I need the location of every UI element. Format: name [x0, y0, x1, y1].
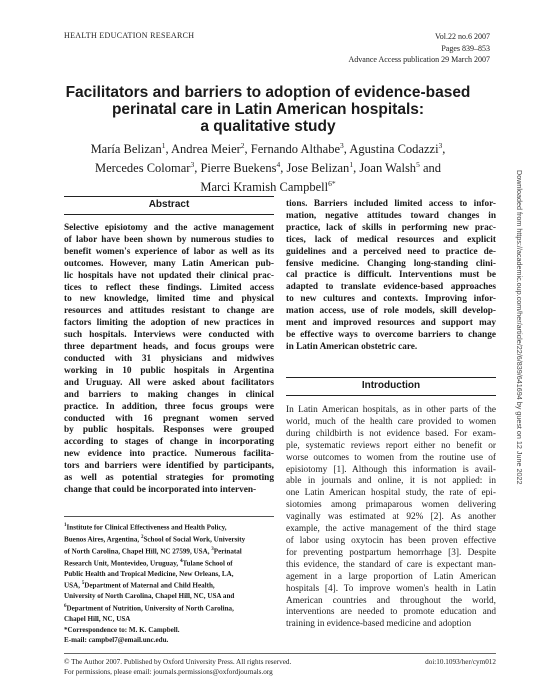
issue-info [348, 31, 490, 66]
author: Agustina Codazzi [349, 142, 439, 157]
text-line: mation, negative attitudes toward changes in [286, 210, 496, 221]
abstract-text-right [286, 199, 496, 354]
text-line: working in 10 public hospitals in Argentina [64, 365, 274, 376]
text-line: and Uruguay. All were asked about facilitators [64, 377, 274, 388]
author: Andrea Meier [171, 142, 241, 157]
text-line: as well as potential strategies for promoting [64, 473, 274, 484]
title-line: Facilitators and barriers to adoption of evidence-based [65, 84, 471, 101]
text-line: change that could be incorporated into interven- [64, 484, 257, 495]
text-line: be effective ways to overcome barriers to change [286, 329, 496, 340]
text-line: ment and improved resources and support may [286, 318, 496, 329]
doi: doi:10.1093/her/cym012 [425, 658, 496, 666]
author-affil: 3 [438, 141, 443, 150]
text-line: tions. Barriers included limited access to infor- [286, 199, 496, 209]
author-affil: 3 [190, 160, 195, 170]
text-line: world, much of the health care provided to women [286, 416, 496, 427]
text-line: adapted to translate evidence-based approaches [286, 282, 496, 293]
text-line: In Latin American hospitals, as in other parts of the [286, 405, 496, 415]
email: E-mail: campbel7@email.unc.edu. [64, 636, 169, 645]
author-affil: 4 [276, 160, 281, 170]
author: Marci Kramish Campbell [200, 180, 329, 195]
intro-top-rule [286, 377, 496, 378]
author-and: and [422, 161, 441, 176]
text-line: vaginally was estimated at 92% [2]. As another [286, 512, 496, 523]
text-line: example, the active management of the third stage [286, 524, 496, 535]
author: Pierre Buekens [200, 161, 277, 176]
volume: Vol.22 no.6 2007 [435, 32, 490, 41]
text-line: training in evidence-based medicine and adoption [286, 619, 472, 630]
footer-left [64, 657, 291, 677]
intro-text [286, 405, 496, 631]
affiliation-rule [64, 516, 274, 517]
text-line: guidelines and a perceived need to practice de- [286, 246, 496, 257]
page-range: Pages 839–853 [441, 43, 490, 53]
author: María Belizan [90, 142, 162, 157]
article-title [40, 84, 496, 135]
text-line: of labor using oxytocin has been proven effective [286, 535, 496, 546]
text-line: benefit women's experience of labor as well as its [64, 246, 274, 257]
journal-name: HEALTH EDUCATION RESEARCH [64, 31, 195, 40]
abstract-heading: Abstract [148, 199, 190, 210]
correspondence: *Correspondence to: M. K. Campbell. [64, 625, 180, 634]
text-line: hospitals [4]. To improve women's health in Latin [286, 583, 496, 594]
text-line: worse outcomes to women from the routine use of [286, 452, 496, 463]
text-line: agement in a large proportion of Latin American [286, 571, 496, 582]
author: Fernando Althabe [250, 142, 341, 157]
text-line: resources and attitudes resistant to change are [64, 306, 274, 317]
author-affil: 1 [349, 160, 354, 170]
text-line: practice. In addition, three focus groups were [64, 401, 274, 412]
intro-heading: Introduction [361, 380, 421, 391]
text-line: conducted with 16 pregnant women served [64, 413, 274, 424]
author: Mercedes Colomar [94, 161, 191, 176]
title-line: a qualitative study [200, 118, 336, 135]
text-line: to new cultures and contexts. Improving infor- [286, 294, 496, 305]
text-line: fensive medicine. Changing long-standing clini- [286, 258, 496, 269]
copyright: © The Author 2007. Published by Oxford University Press. All rights reserved. [64, 658, 292, 666]
text-line: practice, lack of skills in performing new prac- [286, 222, 496, 233]
text-line: new evidence into practice. Numerous facilita- [64, 449, 274, 460]
author-affil: 3 [340, 141, 344, 150]
text-line: outcomes. However, many Latin American pub- [64, 258, 274, 269]
text-line: able in journals and online, it is not applied: in [286, 476, 496, 487]
author: Joan Walsh [359, 161, 417, 176]
text-line: Selective episiotomy and the active management [64, 223, 274, 233]
text-line: for preventing postpartum hemorrhage [3]. Despite [286, 547, 496, 558]
author-affil: 6* [328, 179, 336, 189]
text-line: siotomies among primaparous women delivering [286, 500, 496, 511]
author-affil: 5 [416, 160, 420, 170]
abstract-text-left [64, 223, 274, 497]
footer-rule [64, 653, 496, 654]
text-line: such hospitals. Interviews were conducted with [64, 330, 274, 341]
text-line: tices, lack of medical resources and explicit [286, 234, 496, 245]
text-line: during childbirth is not evidence based. For exam- [286, 428, 496, 439]
text-line: conducted with 31 physicians and midwives [64, 353, 274, 364]
text-line: mation access, use of role models, skill develop- [286, 306, 496, 317]
text-line: of labor have been shown by numerous studies to [64, 234, 274, 245]
text-line: American countries and throughout the world, [286, 595, 496, 606]
text-line: three department heads, and focus groups were [64, 342, 274, 353]
text-line: according to stages of change in incorporating [64, 437, 274, 448]
text-line: episiotomy [1]. Although this information is avail- [286, 464, 496, 475]
text-line: one Latin American hospital study, the rate of epi- [286, 488, 496, 499]
text-line: by public hospitals. Responses were grouped [64, 425, 274, 436]
text-line: ple, systematic reviews report either no benefit or [286, 440, 496, 451]
intro-bottom-rule [286, 395, 496, 396]
text-line: factors limiting the adoption of new practices in [64, 318, 274, 329]
text-line: tors and barriers were identified by participants, [64, 461, 274, 472]
permissions: For permissions, please email: journals.permissions@oxfordjournals.org [64, 668, 273, 676]
text-line: in Latin American obstetric care. [286, 341, 418, 352]
author-list: María Belizan$^1$, Andrea Meier$^2$, Fernando Althabe$^3$, Agustina Codazzi$^3$, Mercedes Colomar$^3$, Pierre Buekens$^4$, Jose Belizan$^1$, Joan Walsh$^5$ and Marci Kramish Campbell$^{6*}$ [90, 141, 446, 195]
author-affil: 1 [161, 141, 166, 150]
text-line: tices to reflect these findings. Limited access [64, 282, 274, 293]
download-note: Downloaded from https://academic.oup.com/her/article/22/6/839/641694 by guest on 12 June 2022 [515, 170, 524, 485]
title-line: perinatal care in Latin American hospitals: [111, 101, 425, 118]
text-line: interventions are needed to promote education and [286, 607, 496, 618]
text-line: and barriers to making changes in clinical [64, 389, 274, 400]
abstract-bottom-rule [64, 214, 274, 215]
text-line: lic hospitals have not updated their clinical prac- [64, 270, 274, 281]
author-affil: 2 [240, 141, 245, 150]
advance-access: Advance Access publication 29 March 2007 [348, 55, 490, 64]
abstract-top-rule [64, 196, 274, 197]
affiliations: $^1$Institute for Clinical Effectiveness and Health Policy, Buenos Aires, Argentina, $^2$School of Social Work, University of North Carolina, Chapel Hill, NC 27599, USA, $^3$Perinatal Research Unit, Montevideo, Uruguay, $^4$Tulane School of Public Health and Tropical Medicine, New Orleans, LA, USA, $^5$Department of Maternal and Child Health, University of North Carolina, Chapel Hill, NC, USA and $^6$Department of Nutrition, University of North Carolina, Chapel Hill, NC, USA *Correspondence to: M. K. Campbell. E-mail: campbel7@email.unc.edu. [64, 521, 274, 646]
author: Jose Belizan [286, 161, 350, 176]
text-line: to new knowledge, limited time and physical [64, 294, 274, 305]
text-line: cal practice is difficult. Interventions must be [286, 270, 496, 281]
text-line: this evidence, the standard of care is expectant man- [286, 559, 496, 570]
